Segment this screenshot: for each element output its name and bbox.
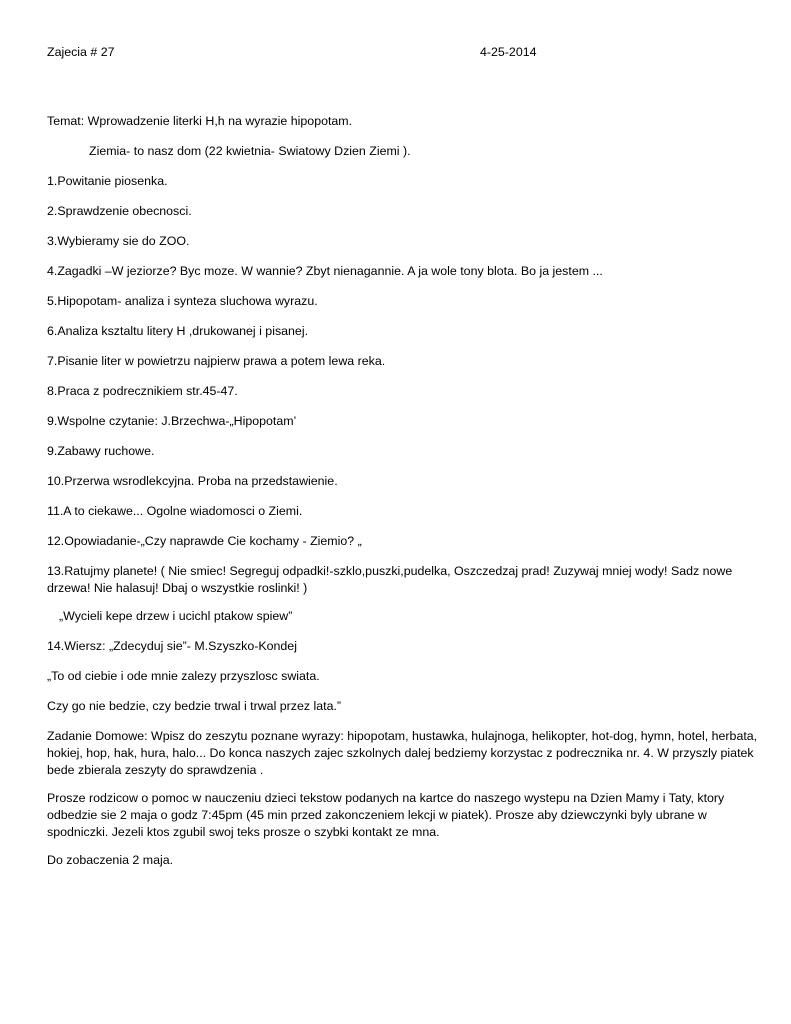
plan-item: 5.Hipopotam- analiza i synteza sluchowa wyrazu. [47,294,318,308]
plan-item: 2.Sprawdzenie obecnosci. [47,204,192,218]
plan-item: 8.Praca z podrecznikiem str.45-47. [47,384,238,398]
plan-item: 3.Wybieramy sie do ZOO. [47,234,190,248]
plan-item: 7.Pisanie liter w powietrzu najpierw prawa a potem lewa reka. [47,354,386,368]
plan-item: 11.A to ciekawe... Ogolne wiadomosci o Ziemi. [47,504,303,518]
homework-paragraph: Zadanie Domowe: Wpisz do zeszytu poznane wyrazy: hipopotam, hustawka, hulajnoga, helikopter, hot-dog, hymn, hotel, herbata, hokiej, hop, hak, hura, halo... Do konca naszych zajec szkolnych dalej bedziemy korzystac z podrecznika nr. 4. W przyszly piatek bede zbierala zeszyty do sprawdzenia . [47,729,758,777]
plan-item: 6.Analiza ksztaltu litery H ,drukowanej i pisanej. [47,324,309,338]
poem-line: Czy go nie bedzie, czy bedzie trwal i trwal przez lata.” [47,699,342,713]
plan-item: 12.Opowiadanie-„Czy naprawde Cie kochamy - Ziemio? „ [47,534,362,548]
parents-note-paragraph: Prosze rodzicow o pomoc w nauczeniu dzieci tekstow podanych na kartce do naszego wystepu na Dzien Mamy i Taty, ktory odbedzie sie 2 maja o godz 7:45pm (45 min przed zakonczeniem lekcji w piatek). Prosze aby dziewczynki byly ubrane w spodniczki. Jezeli ktos zgubil swoj teks prosze o szybki kontakt ze mna. [47,791,725,839]
lesson-subtopic: Ziemia- to nasz dom (22 kwietnia- Swiatowy Dzien Ziemi ). [89,144,411,158]
plan-item: 1.Powitanie piosenka. [47,174,168,188]
closing-line: Do zobaczenia 2 maja. [47,853,174,867]
lesson-plan [47,173,761,869]
plan-item: 9.Wspolne czytanie: J.Brzechwa-„Hipopotam’ [47,414,297,428]
quote-line: „Wycieli kepe drzew i ucichl ptakow spiew” [59,609,293,623]
lesson-number: Zajecia # 27 [47,45,115,59]
document-page [47,44,761,882]
document-header [47,44,761,64]
plan-item: 9.Zabawy ruchowe. [47,444,155,458]
plan-item: 4.Zagadki –W jeziorze? Byc moze. W wannie? Zbyt nienagannie. A ja wole tony blota. Bo ja jestem ... [47,264,603,278]
plan-item: 10.Przerwa wsrodlekcyjna. Proba na przedstawienie. [47,474,338,488]
lesson-date: 4-25-2014 [480,45,537,59]
plan-item: 13.Ratujmy planete! ( Nie smiec! Segreguj odpadki!-szklo,puszki,pudelka, Oszczedzaj prad! Zuzywaj mniej wody! Sadz nowe drzewa! Nie halasuj! Dbaj o wszystkie roslinki! ) [47,564,733,595]
lesson-topic: Temat: Wprowadzenie literki H,h na wyrazie hipopotam. [47,114,353,128]
plan-item: 14.Wiersz: „Zdecyduj sie”- M.Szyszko-Kondej [47,639,297,653]
poem-line: „To od ciebie i ode mnie zalezy przyszlosc swiata. [47,669,320,683]
